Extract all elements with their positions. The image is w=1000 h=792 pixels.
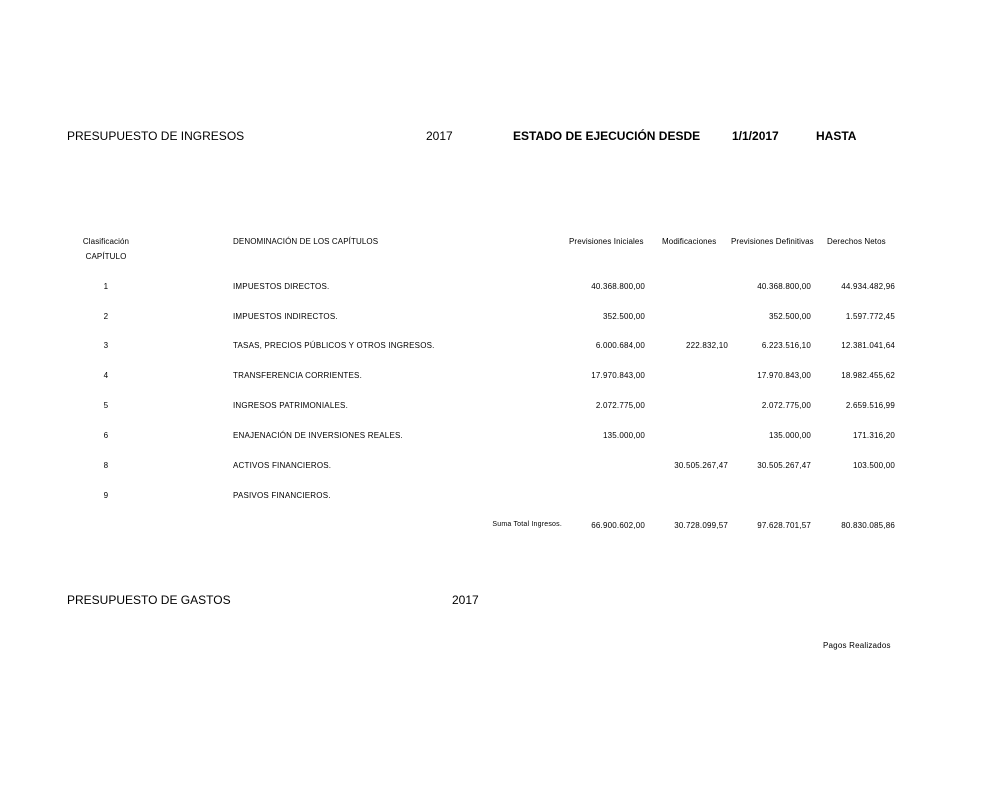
execution-status-label: ESTADO DE EJECUCIÓN DESDE — [513, 129, 701, 143]
expenses-budget-title: PRESUPUESTO DE GASTOS — [67, 593, 231, 607]
row-initial: 6.000.684,00 — [595, 341, 645, 350]
total-net: 80.830.085,86 — [841, 521, 895, 530]
column-header-denomination: DENOMINACIÓN DE LOS CAPÍTULOS — [233, 237, 379, 246]
until-label: HASTA — [816, 129, 857, 143]
row-net: 171.316,20 — [852, 431, 895, 440]
row-final: 40.368.800,00 — [757, 282, 811, 291]
row-initial: 352.500,00 — [602, 312, 645, 321]
column-header-modifications: Modificaciones — [662, 237, 717, 246]
row-chapter: 9 — [103, 491, 109, 500]
row-chapter: 1 — [103, 282, 109, 291]
row-initial: 17.970.843,00 — [591, 371, 645, 380]
column-header-initial-forecasts: Previsiones Iniciales — [569, 237, 644, 246]
row-chapter: 8 — [103, 461, 109, 470]
row-net: 103.500,00 — [852, 461, 895, 470]
row-name: PASIVOS FINANCIEROS. — [233, 491, 331, 500]
row-name: IMPUESTOS DIRECTOS. — [233, 282, 330, 291]
total-final: 97.628.701,57 — [757, 521, 811, 530]
row-net: 1.597.772,45 — [845, 312, 895, 321]
income-budget-title: PRESUPUESTO DE INGRESOS — [67, 129, 245, 143]
row-final: 17.970.843,00 — [757, 371, 811, 380]
row-final: 30.505.267,47 — [757, 461, 811, 470]
total-modifications: 30.728.099,57 — [674, 521, 728, 530]
row-net: 44.934.482,96 — [841, 282, 895, 291]
column-header-classification: Clasificación — [82, 237, 130, 246]
row-net: 12.381.041,64 — [841, 341, 895, 350]
row-initial: 135.000,00 — [602, 431, 645, 440]
row-name: TRANSFERENCIA CORRIENTES. — [233, 371, 363, 380]
column-header-net-rights: Derechos Netos — [827, 237, 886, 246]
row-chapter: 5 — [103, 401, 109, 410]
column-header-final-forecasts: Previsiones Definitivas — [731, 237, 814, 246]
row-modifications: 30.505.267,47 — [674, 461, 728, 470]
income-budget-year: 2017 — [426, 129, 453, 143]
row-name: ACTIVOS FINANCIEROS. — [233, 461, 332, 470]
row-final: 6.223.516,10 — [761, 341, 811, 350]
row-name: IMPUESTOS INDIRECTOS. — [233, 312, 338, 321]
total-initial: 66.900.602,00 — [591, 521, 645, 530]
row-net: 18.982.455,62 — [841, 371, 895, 380]
row-modifications: 222.832,10 — [685, 341, 728, 350]
row-final: 352.500,00 — [768, 312, 811, 321]
row-net: 2.659.516,99 — [845, 401, 895, 410]
payments-made-header: Pagos Realizados — [823, 641, 891, 650]
row-final: 2.072.775,00 — [761, 401, 811, 410]
row-name: INGRESOS PATRIMONIALES. — [233, 401, 348, 410]
row-final: 135.000,00 — [768, 431, 811, 440]
row-initial: 2.072.775,00 — [595, 401, 645, 410]
row-name: ENAJENACIÓN DE INVERSIONES REALES. — [233, 431, 403, 440]
total-label: Suma Total Ingresos. — [492, 521, 562, 528]
row-chapter: 4 — [103, 371, 109, 380]
column-header-chapter: CAPÍTULO — [85, 252, 127, 261]
row-chapter: 6 — [103, 431, 109, 440]
expenses-budget-year: 2017 — [452, 593, 479, 607]
row-initial: 40.368.800,00 — [591, 282, 645, 291]
date-from: 1/1/2017 — [732, 129, 779, 143]
row-name: TASAS, PRECIOS PÚBLICOS Y OTROS INGRESOS. — [233, 341, 435, 350]
row-chapter: 2 — [103, 312, 109, 321]
row-chapter: 3 — [103, 341, 109, 350]
